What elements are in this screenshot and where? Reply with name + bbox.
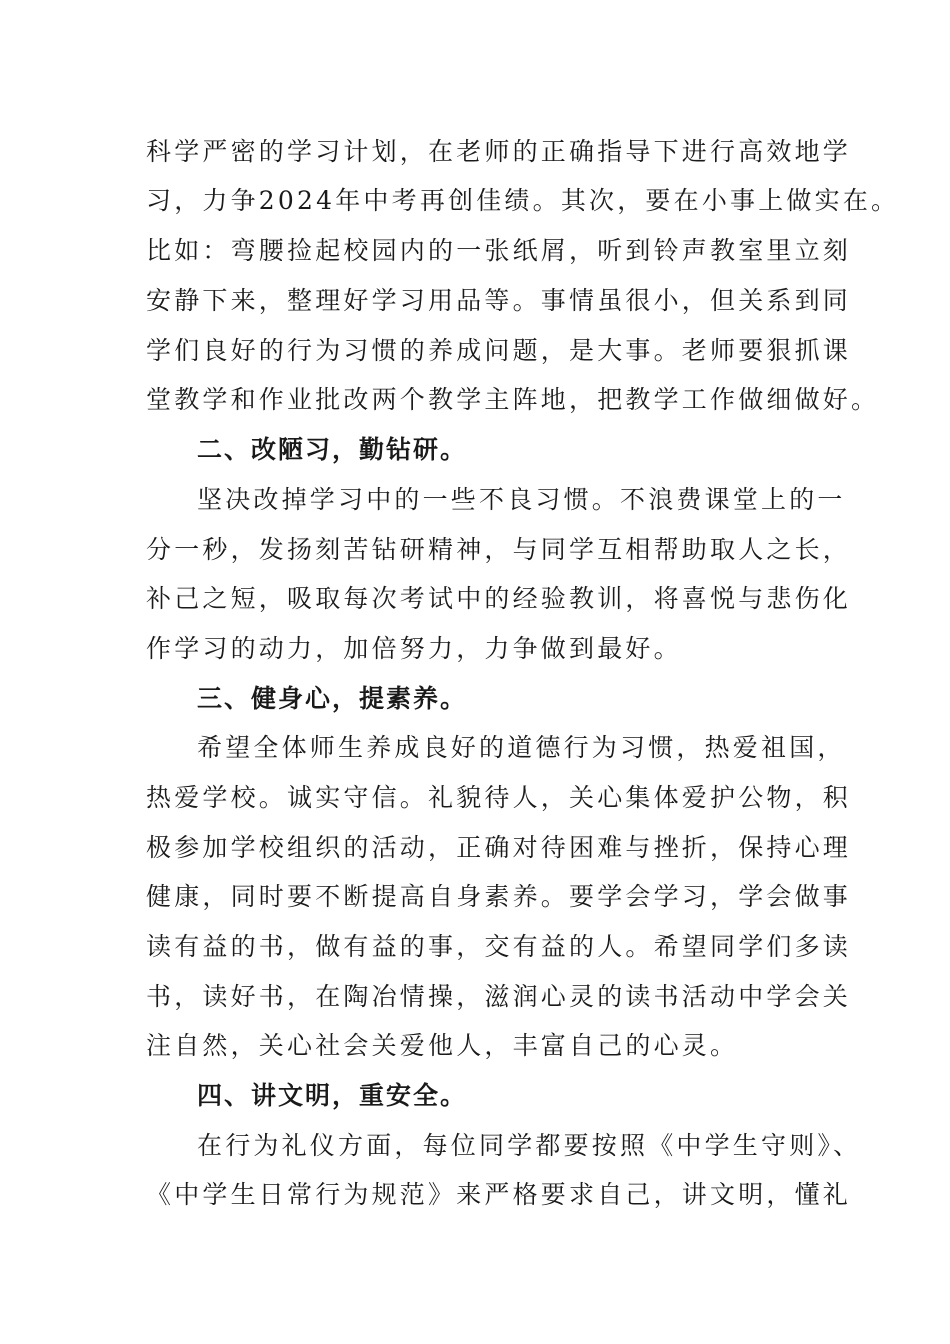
paragraph-line: 分一秒，发扬刻苦钻研精神，与同学互相帮助取人之长， — [146, 535, 852, 564]
paragraph-line: 坚决改掉学习中的一些不良习惯。不浪费课堂上的一 — [197, 485, 846, 514]
paragraph-line: 习，力争2024年中考再创佳绩。其次，要在小事上做实在。 — [146, 186, 900, 215]
paragraph-line: 读有益的书，做有益的事，交有益的人。希望同学们多读 — [146, 932, 852, 961]
paragraph-line: 书，读好书，在陶冶情操，滋润心灵的读书活动中学会关 — [146, 982, 852, 1011]
paragraph-line: 作学习的动力，加倍努力，力争做到最好。 — [146, 634, 682, 663]
paragraph-line: 极参加学校组织的活动，正确对待困难与挫折，保持心理 — [146, 833, 852, 862]
section-heading: 三、健身心，提素养。 — [197, 684, 468, 713]
paragraph-line: 安静下来，整理好学习用品等。事情虽很小，但关系到同 — [146, 286, 852, 315]
paragraph-line: 科学严密的学习计划，在老师的正确指导下进行高效地学 — [146, 137, 852, 166]
paragraph-line: 希望全体师生养成良好的道德行为习惯，热爱祖国， — [197, 733, 846, 762]
paragraph-line: 补己之短，吸取每次考试中的经验教训，将喜悦与悲伤化 — [146, 584, 852, 613]
paragraph-line: 热爱学校。诚实守信。礼貌待人，关心集体爱护公物，积 — [146, 783, 852, 812]
section-heading: 二、改陋习，勤钻研。 — [197, 435, 468, 464]
paragraph-line: 注自然，关心社会关爱他人，丰富自己的心灵。 — [146, 1031, 739, 1060]
paragraph-line: 堂教学和作业批改两个教学主阵地，把教学工作做细做好。 — [146, 385, 880, 414]
paragraph-line: 《中学生日常行为规范》来严格要求自己，讲文明，懂礼 — [146, 1180, 852, 1209]
paragraph-line: 学们良好的行为习惯的养成问题，是大事。老师要狠抓课 — [146, 336, 852, 365]
paragraph-line: 在行为礼仪方面，每位同学都要按照《中学生守则》、 — [197, 1131, 862, 1160]
section-heading: 四、讲文明，重安全。 — [197, 1081, 468, 1110]
paragraph-line: 健康，同时要不断提高自身素养。要学会学习，学会做事 — [146, 882, 852, 911]
paragraph-line: 比如：弯腰捡起校园内的一张纸屑，听到铃声教室里立刻 — [146, 236, 852, 265]
